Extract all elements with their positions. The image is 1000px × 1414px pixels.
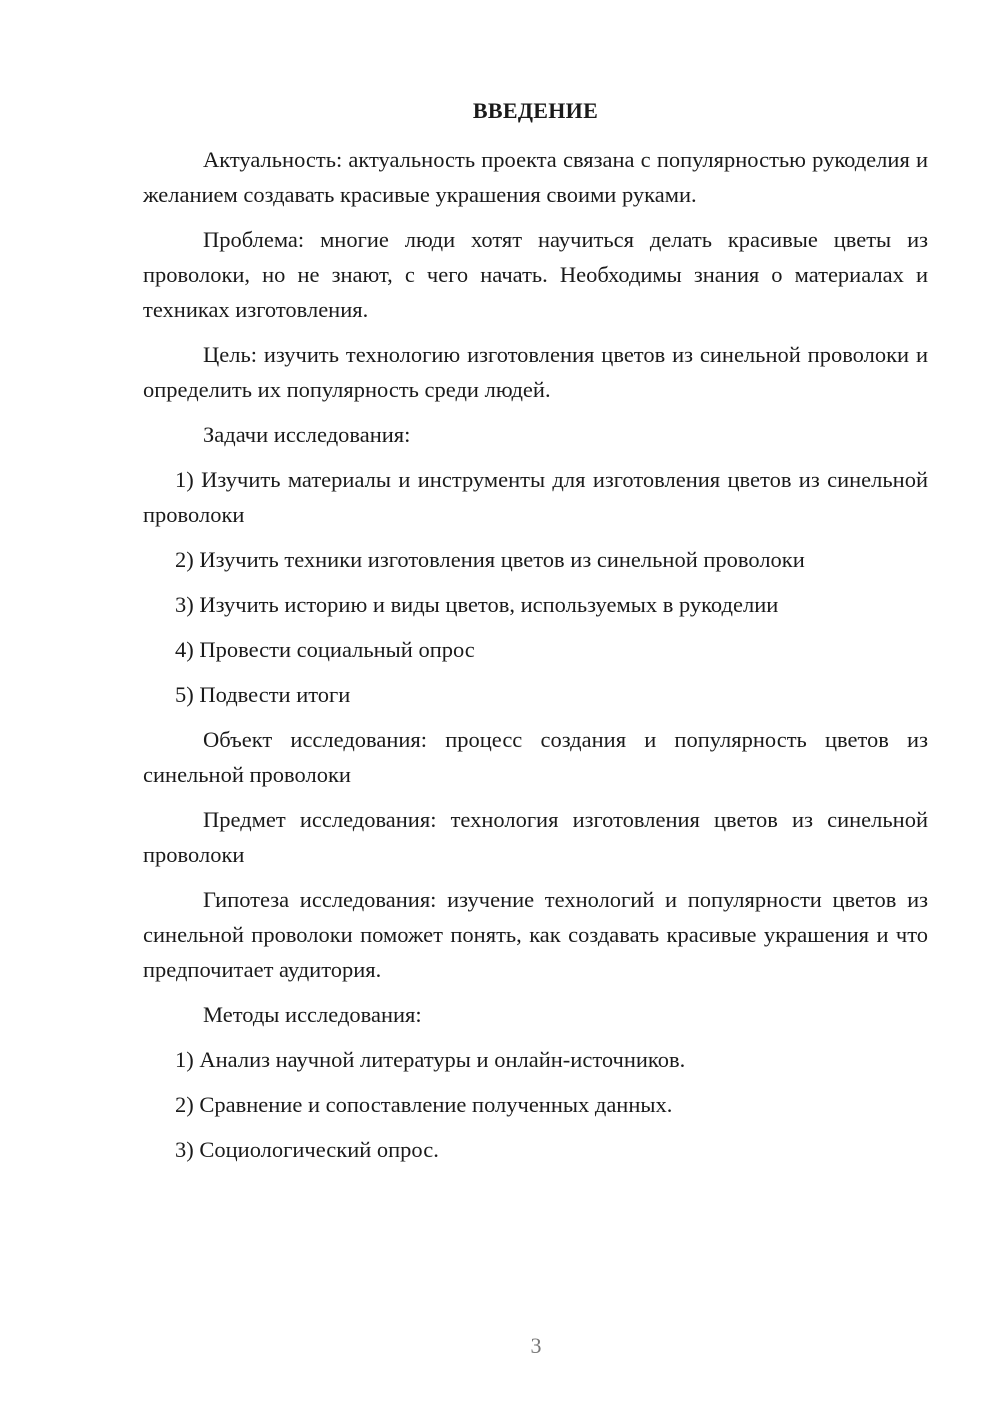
relevance-paragraph: Актуальность: актуальность проекта связана с популярностью рукоделия и желанием создавать красивые украшения своими руками.	[143, 147, 928, 207]
task-item: 4) Провести социальный опрос	[175, 637, 475, 662]
task-item: 3) Изучить историю и виды цветов, используемых в рукоделии	[175, 592, 779, 617]
document-body	[143, 142, 928, 1177]
goal-paragraph: Цель: изучить технологию изготовления цветов из синельной проволоки и определить их популярность среди людей.	[143, 342, 928, 402]
hypothesis-paragraph: Гипотеза исследования: изучение технологий и популярности цветов из синельной проволоки поможет понять, как создавать красивые украшения и что предпочитает аудитория.	[143, 887, 928, 982]
problem-paragraph: Проблема: многие люди хотят научиться делать красивые цветы из проволоки, но не знают, с чего начать. Необходимы знания о материалах и техниках изготовления.	[143, 227, 928, 322]
subject-paragraph: Предмет исследования: технология изготовления цветов из синельной проволоки	[143, 807, 928, 867]
task-item: 5) Подвести итоги	[175, 682, 351, 707]
object-paragraph: Объект исследования: процесс создания и популярность цветов из синельной проволоки	[143, 727, 928, 787]
method-item: 1) Анализ научной литературы и онлайн-источников.	[175, 1047, 686, 1072]
method-item: 3) Социологический опрос.	[175, 1137, 439, 1162]
task-item: 1) Изучить материалы и инструменты для изготовления цветов из синельной проволоки	[143, 467, 928, 527]
task-item: 2) Изучить техники изготовления цветов из синельной проволоки	[175, 547, 805, 572]
tasks-heading: Задачи исследования:	[203, 422, 411, 447]
page-title: ВВЕДЕНИЕ	[472, 98, 599, 123]
method-item: 2) Сравнение и сопоставление полученных данных.	[175, 1092, 673, 1117]
page-number: 3	[530, 1333, 542, 1358]
methods-heading: Методы исследования:	[203, 1002, 422, 1027]
